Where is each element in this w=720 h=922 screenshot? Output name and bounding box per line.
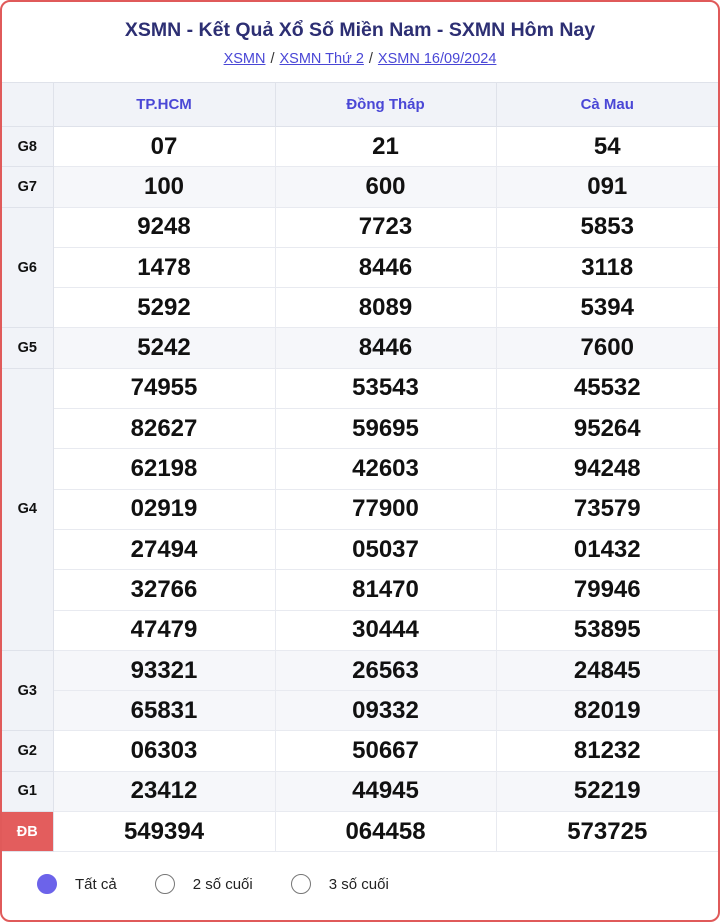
filter-option-label: 3 số cuối: [328, 875, 389, 893]
prize-number: 81232: [496, 731, 718, 771]
prize-row: [2, 409, 718, 449]
prize-number: 45532: [496, 368, 718, 408]
prize-number: 53895: [496, 610, 718, 650]
prize-number: 100: [53, 167, 275, 207]
prize-number: 23412: [53, 771, 275, 811]
prize-number: 3118: [496, 247, 718, 287]
prize-number: 091: [496, 167, 718, 207]
prize-number: 05037: [275, 529, 496, 569]
prize-number: 02919: [53, 489, 275, 529]
prize-row: [2, 167, 718, 207]
prize-number: 59695: [275, 409, 496, 449]
radio-icon[interactable]: [155, 874, 175, 894]
prize-number: 73579: [496, 489, 718, 529]
radio-selected-icon[interactable]: [37, 874, 57, 894]
breadcrumb-separator: /: [368, 51, 373, 67]
prize-number: 42603: [275, 449, 496, 489]
prize-number: 50667: [275, 731, 496, 771]
prize-label: G4: [2, 368, 53, 650]
results-table: [2, 82, 718, 852]
breadcrumb: [2, 51, 718, 67]
prize-number: 1478: [53, 247, 275, 287]
prize-number: 26563: [275, 650, 496, 690]
prize-row: [2, 691, 718, 731]
prize-number: 7600: [496, 328, 718, 368]
breadcrumb-link-xsmn[interactable]: XSMN: [223, 51, 266, 67]
prize-number: 65831: [53, 691, 275, 731]
prize-number: 30444: [275, 610, 496, 650]
prize-number: 52219: [496, 771, 718, 811]
prize-number: 47479: [53, 610, 275, 650]
prize-number: 549394: [53, 812, 275, 852]
prize-number: 573725: [496, 812, 718, 852]
prize-number: 24845: [496, 650, 718, 690]
prize-number: 27494: [53, 529, 275, 569]
prize-number: 8446: [275, 247, 496, 287]
radio-icon[interactable]: [291, 874, 311, 894]
prize-number: 44945: [275, 771, 496, 811]
prize-number: 09332: [275, 691, 496, 731]
prize-number: 5394: [496, 288, 718, 328]
prize-label: G6: [2, 207, 53, 328]
prize-row: [2, 731, 718, 771]
prize-number: 77900: [275, 489, 496, 529]
prize-number: 5292: [53, 288, 275, 328]
filter-option-last-2[interactable]: [155, 874, 253, 894]
prize-number: 01432: [496, 529, 718, 569]
prize-label: G7: [2, 167, 53, 207]
prize-number: 7723: [275, 207, 496, 247]
breadcrumb-link-weekday[interactable]: XSMN Thứ 2: [279, 51, 364, 67]
digit-filter: [4, 864, 720, 904]
prize-number: 79946: [496, 570, 718, 610]
prize-row: [2, 650, 718, 690]
prize-label: G8: [2, 127, 53, 167]
prize-row: [2, 368, 718, 408]
prize-label: G5: [2, 328, 53, 368]
prize-number: 600: [275, 167, 496, 207]
breadcrumb-link-date[interactable]: XSMN 16/09/2024: [377, 51, 497, 67]
table-header-row: [2, 83, 718, 127]
prize-row: [2, 247, 718, 287]
prize-number: 94248: [496, 449, 718, 489]
prize-number: 54: [496, 127, 718, 167]
filter-option-all[interactable]: [37, 874, 117, 894]
prize-number: 8089: [275, 288, 496, 328]
prize-number: 32766: [53, 570, 275, 610]
prize-number: 82627: [53, 409, 275, 449]
prize-number: 8446: [275, 328, 496, 368]
prize-number: 82019: [496, 691, 718, 731]
results-body: [2, 127, 718, 852]
prize-label: G1: [2, 771, 53, 811]
prize-row: [2, 449, 718, 489]
prize-row: [2, 812, 718, 852]
prize-row: [2, 489, 718, 529]
prize-row: [2, 328, 718, 368]
prize-number: 93321: [53, 650, 275, 690]
results-header: [2, 2, 718, 82]
prize-number: 06303: [53, 731, 275, 771]
prize-row: [2, 207, 718, 247]
prize-number: 064458: [275, 812, 496, 852]
prize-number: 5242: [53, 328, 275, 368]
column-header-province[interactable]: TP.HCM: [53, 83, 275, 127]
header-corner-cell: [2, 83, 53, 127]
filter-option-label: Tất cả: [75, 875, 117, 893]
prize-label: G2: [2, 731, 53, 771]
prize-number: 81470: [275, 570, 496, 610]
filter-option-label: 2 số cuối: [192, 875, 253, 893]
column-header-province[interactable]: Cà Mau: [496, 83, 718, 127]
prize-row: [2, 288, 718, 328]
breadcrumb-separator: /: [270, 51, 275, 67]
prize-row: [2, 127, 718, 167]
prize-row: [2, 529, 718, 569]
prize-number: 74955: [53, 368, 275, 408]
prize-number: 62198: [53, 449, 275, 489]
prize-row: [2, 610, 718, 650]
prize-number: 07: [53, 127, 275, 167]
prize-row: [2, 771, 718, 811]
prize-number: 95264: [496, 409, 718, 449]
prize-row: [2, 570, 718, 610]
prize-label: G3: [2, 650, 53, 731]
prize-number: 5853: [496, 207, 718, 247]
filter-option-last-3[interactable]: [291, 874, 389, 894]
prize-label: ĐB: [2, 812, 53, 852]
prize-number: 9248: [53, 207, 275, 247]
column-header-province[interactable]: Đồng Tháp: [275, 83, 496, 127]
page-title: XSMN - Kết Quả Xổ Số Miền Nam - SXMN Hôm Nay: [124, 19, 596, 41]
prize-number: 53543: [275, 368, 496, 408]
prize-number: 21: [275, 127, 496, 167]
